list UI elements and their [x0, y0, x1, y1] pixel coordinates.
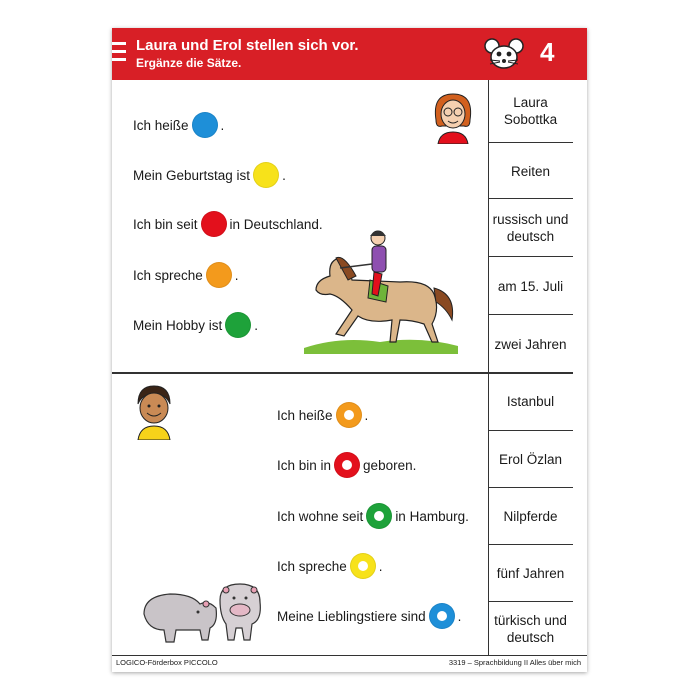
laura-sentence-5: Mein Hobby ist . — [133, 312, 258, 338]
erol-sentence-5: Meine Lieblingstiere sind . — [277, 603, 461, 629]
answer-cell[interactable]: zwei Jahren — [488, 314, 573, 373]
answer-cell[interactable]: fünf Jahren — [488, 544, 573, 602]
laura-sentence-2: Mein Geburtstag ist . — [133, 162, 286, 188]
erol-sentence-1: Ich heiße . — [277, 402, 368, 428]
answer-cell[interactable]: Reiten — [488, 142, 573, 199]
answer-cell[interactable]: Erol Özlan — [488, 430, 573, 488]
page-title: Laura und Erol stellen sich vor. — [136, 37, 359, 54]
laura-sentence-4: Ich spreche . — [133, 262, 239, 288]
yellow-dot[interactable] — [253, 162, 279, 188]
footer-divider — [112, 655, 587, 656]
worksheet-card — [112, 28, 587, 672]
answer-cell[interactable]: russisch und deutsch — [488, 198, 573, 257]
laura-portrait — [430, 90, 476, 144]
header-stripes — [112, 42, 126, 66]
footer-right: 3319 – Sprachbildung II Alles über mich — [448, 658, 581, 667]
worksheet-number: 4 — [540, 37, 555, 67]
blue-dot[interactable] — [192, 112, 218, 138]
answer-cell[interactable]: Istanbul — [506, 393, 555, 409]
answer-cell[interactable]: Laura Sobottka — [503, 95, 558, 127]
answer-cell[interactable]: türkisch und deutsch — [488, 601, 573, 656]
laura-sentence-3: Ich bin seit in Deutschland. — [133, 211, 323, 237]
erol-portrait — [134, 384, 174, 440]
erol-sentence-3: Ich wohne seit in Hamburg. — [277, 503, 469, 529]
page-subtitle: Ergänze die Sätze. — [136, 56, 242, 70]
hippos — [136, 580, 264, 646]
girl-on-horse — [300, 224, 460, 356]
laura-sentence-1: Ich heiße . — [133, 112, 224, 138]
erol-sentence-4: Ich spreche . — [277, 553, 383, 579]
header-bar — [112, 28, 587, 80]
mouse-icon — [484, 36, 524, 72]
blue-ring-dot[interactable] — [429, 603, 455, 629]
green-ring-dot[interactable] — [366, 503, 392, 529]
orange-dot[interactable] — [206, 262, 232, 288]
orange-ring-dot[interactable] — [336, 402, 362, 428]
footer-left: LOGICO-Förderbox PICCOLO — [116, 658, 218, 667]
erol-sentence-2: Ich bin in geboren. — [277, 452, 416, 478]
yellow-ring-dot[interactable] — [350, 553, 376, 579]
green-dot[interactable] — [225, 312, 251, 338]
answer-cell[interactable]: am 15. Juli — [488, 256, 573, 315]
red-ring-dot[interactable] — [334, 452, 360, 478]
red-dot[interactable] — [201, 211, 227, 237]
answer-cell[interactable]: Nilpferde — [488, 487, 573, 545]
